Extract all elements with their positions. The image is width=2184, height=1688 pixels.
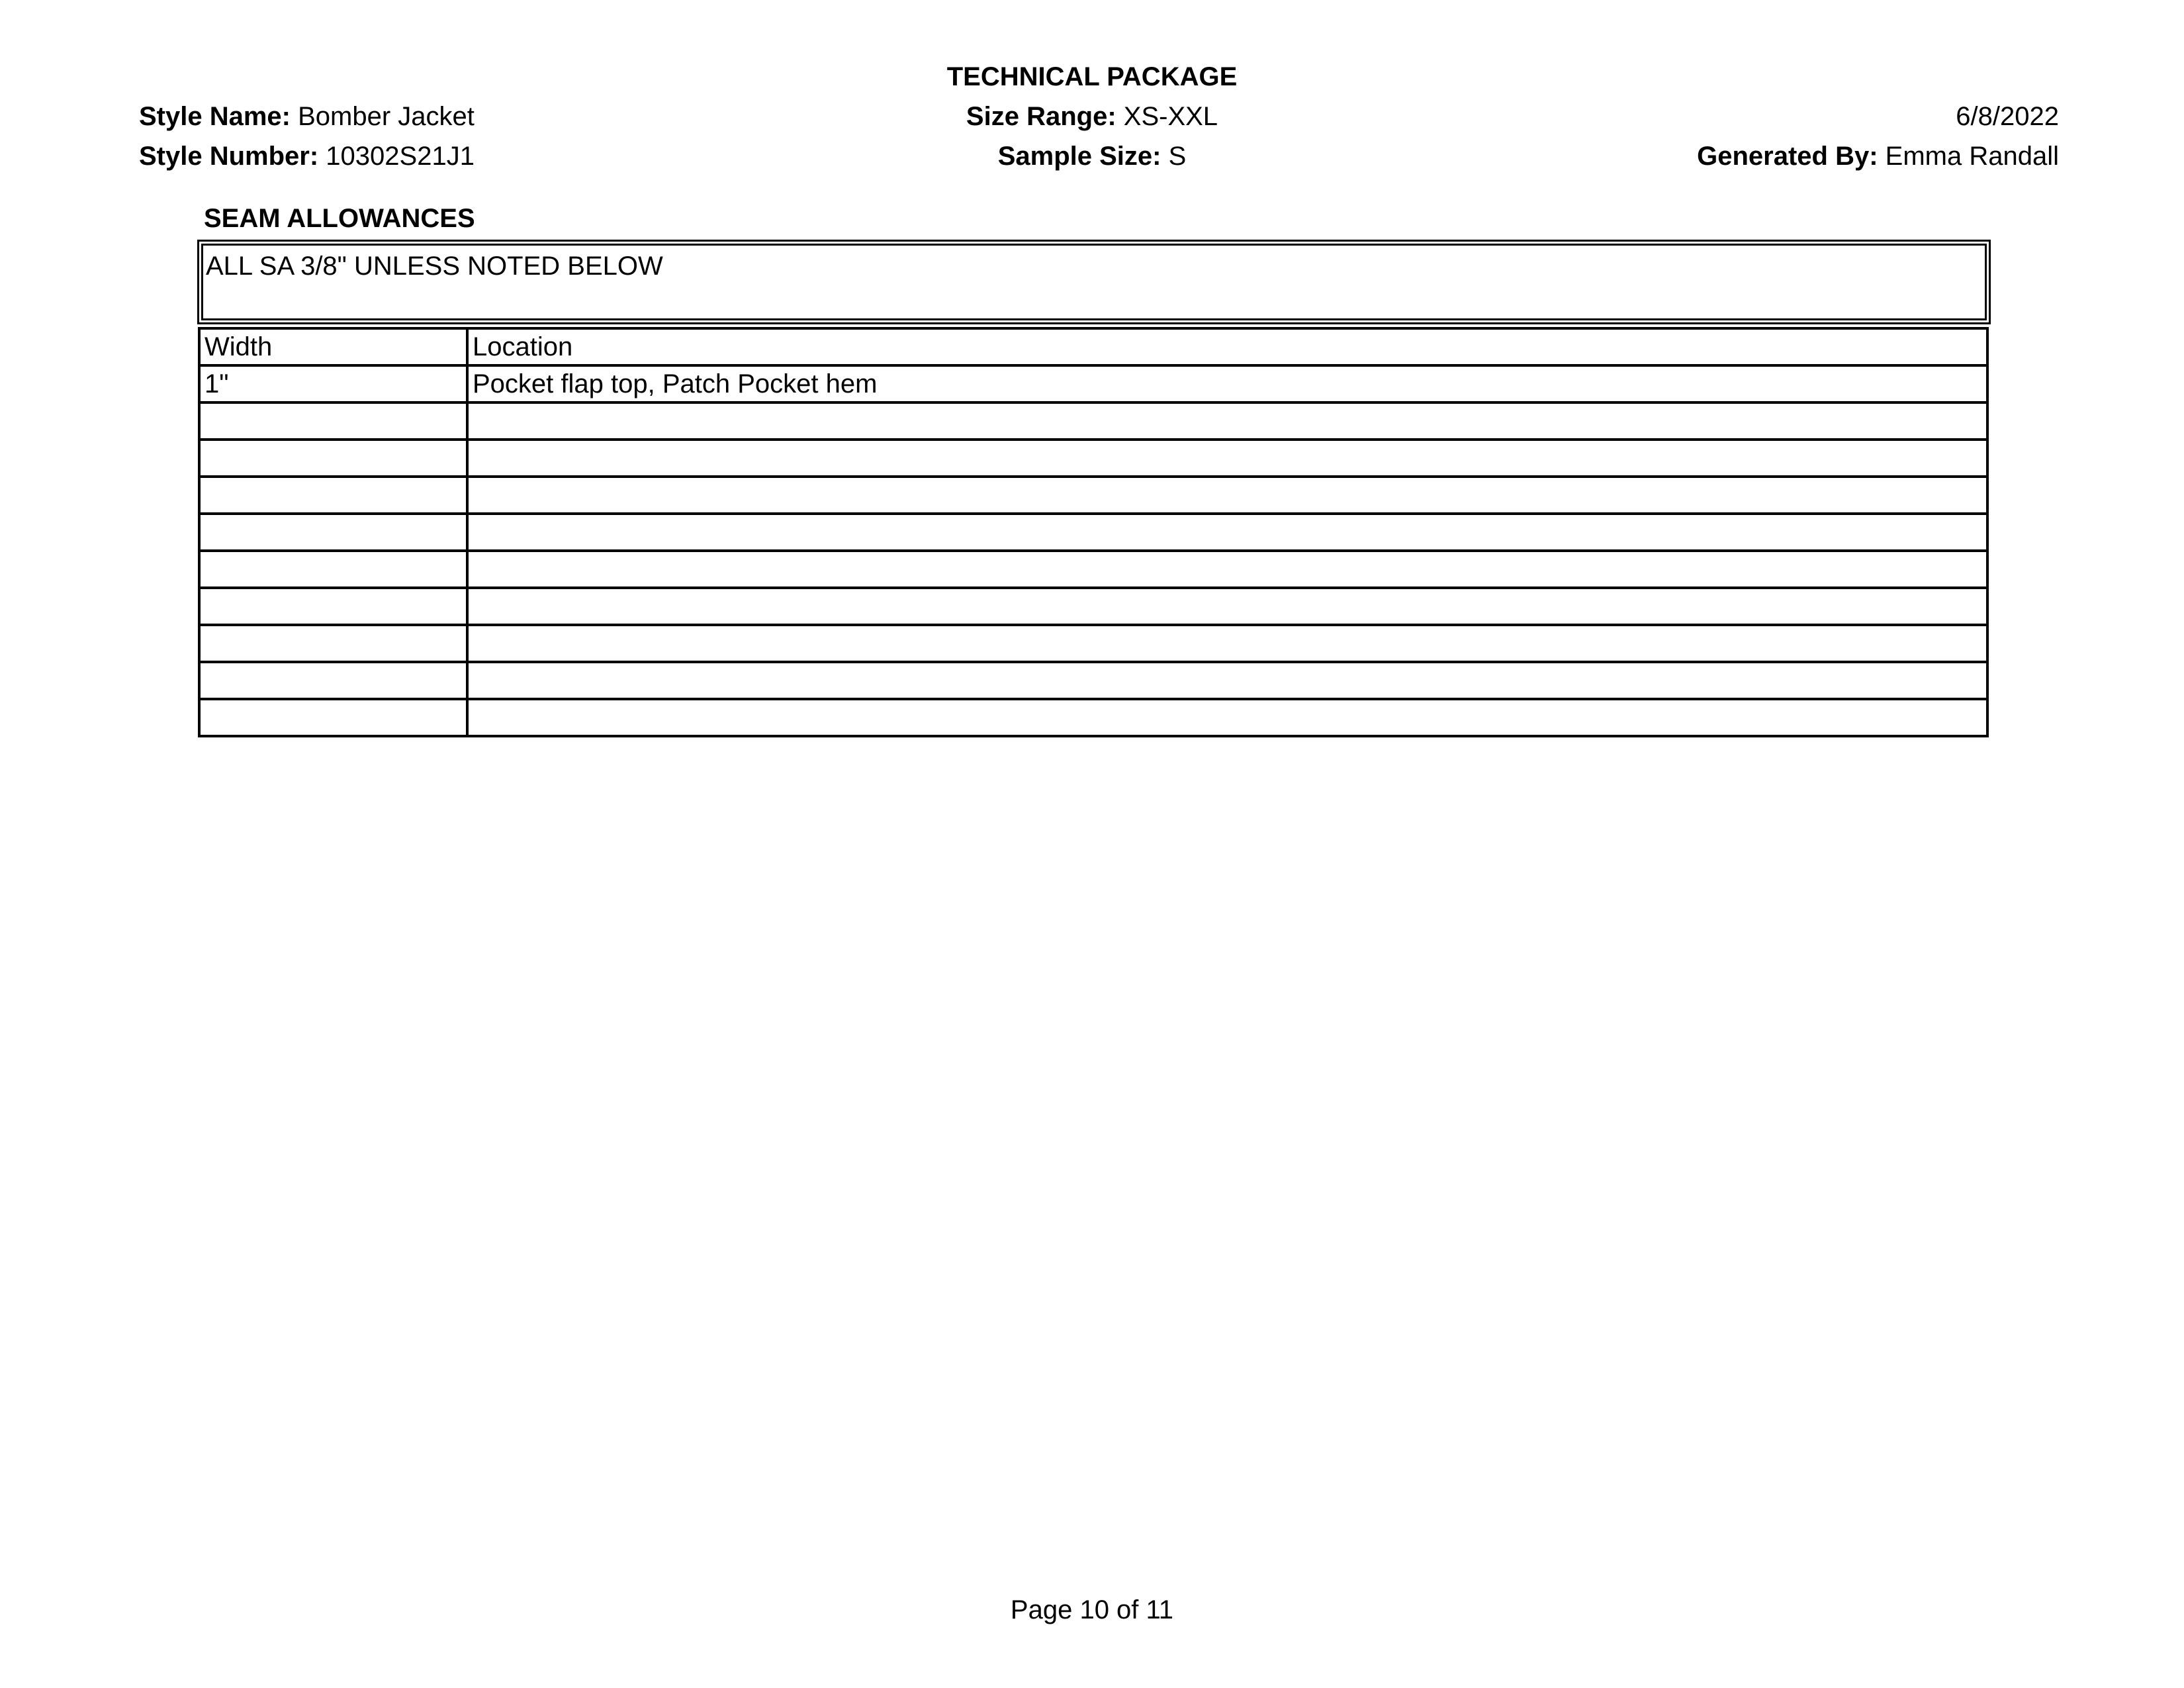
cell-width: [199, 402, 467, 440]
seam-allowance-table: [198, 327, 1989, 737]
cell-width: [199, 662, 467, 699]
cell-width: 1": [199, 365, 467, 402]
style-name-value: Bomber Jacket: [298, 102, 475, 131]
cell-location: [467, 477, 1987, 514]
cell-location: [467, 402, 1987, 440]
cell-location: [467, 699, 1987, 736]
column-header-width: Width: [199, 328, 467, 365]
cell-width: [199, 699, 467, 736]
seam-allowance-note: ALL SA 3/8" UNLESS NOTED BELOW: [201, 244, 1987, 320]
table-row: [199, 514, 1987, 551]
size-range: [960, 101, 1224, 132]
document-date: 6/8/2022: [1956, 102, 2059, 131]
cell-width: [199, 588, 467, 625]
column-header-location: Location: [467, 328, 1987, 365]
cell-location: [467, 662, 1987, 699]
cell-width: [199, 625, 467, 662]
style-name-label: Style Name:: [139, 102, 291, 131]
generated-by: [1697, 140, 2059, 172]
sample-size-value: S: [1168, 142, 1187, 171]
document-title: TECHNICAL PACKAGE: [946, 62, 1238, 91]
cell-width: [199, 440, 467, 477]
style-name: [139, 101, 475, 132]
cell-location: [467, 625, 1987, 662]
cell-width: [199, 477, 467, 514]
table-row: [199, 588, 1987, 625]
table-row: [199, 402, 1987, 440]
cell-location: Pocket flap top, Patch Pocket hem: [467, 365, 1987, 402]
table-row: [199, 699, 1987, 736]
table-row: [199, 365, 1987, 402]
cell-location: [467, 551, 1987, 588]
style-number-label: Style Number:: [139, 142, 319, 171]
style-number-value: 10302S21J1: [326, 142, 475, 171]
table-header-row: [199, 328, 1987, 365]
cell-location: [467, 440, 1987, 477]
sample-size-label: Sample Size:: [997, 142, 1161, 171]
cell-location: [467, 588, 1987, 625]
table-row: [199, 625, 1987, 662]
seam-allowance-table-body: [199, 328, 1987, 736]
cell-width: [199, 514, 467, 551]
size-range-value: XS-XXL: [1123, 102, 1218, 131]
table-row: [199, 662, 1987, 699]
style-number: [139, 140, 475, 172]
generated-by-value: Emma Randall: [1885, 142, 2059, 171]
section-title: SEAM ALLOWANCES: [204, 204, 475, 233]
table-row: [199, 551, 1987, 588]
sample-size: [960, 140, 1224, 172]
generated-by-label: Generated By:: [1697, 142, 1878, 171]
table-row: [199, 477, 1987, 514]
cell-location: [467, 514, 1987, 551]
size-range-label: Size Range:: [966, 102, 1116, 131]
page-number: Page 10 of 11: [1010, 1595, 1174, 1624]
seam-allowance-note-box: [197, 240, 1991, 324]
cell-width: [199, 551, 467, 588]
table-row: [199, 440, 1987, 477]
